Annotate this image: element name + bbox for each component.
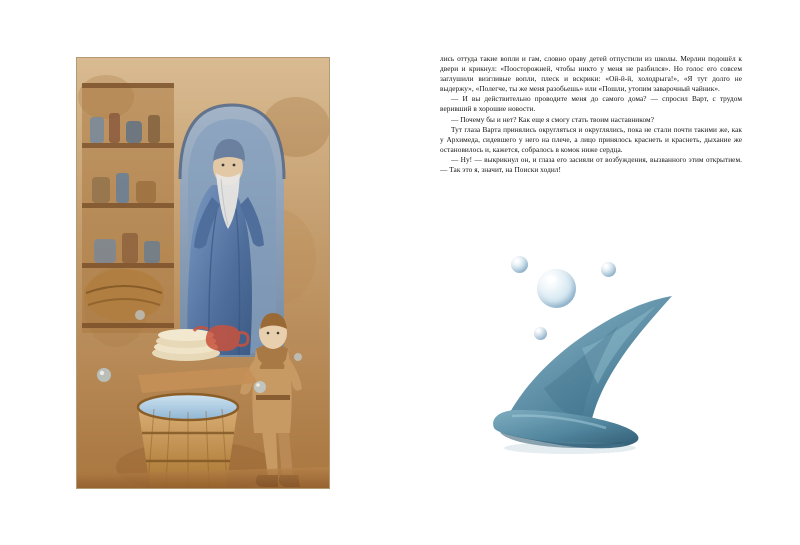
paragraph: лись оттуда такие вопли и гам, словно ораву детей отпустили из школы. Мерлин подошёл к двери и крикнул: «Поосторожней, чтобы никто у меня не разбился». Но голос его совсем заглушили визгливые вопли, плеск и вскрики: «Ой-й-й, холодрыга!», «Я тут долго не выдержу», «Полегче, ты же меня разобьешь» или «Пошли, утопим заварочный чайник». — [440, 54, 742, 94]
illustration-merlin-and-wart — [76, 57, 330, 489]
illustration-artwork — [76, 57, 330, 489]
bubble-small-right — [601, 262, 616, 277]
body-text-column — [440, 54, 742, 175]
paragraph: — И вы действительно проводите меня до самого дома? — спросил Варт, с трудом веривший в хорошие новости. — [440, 94, 742, 114]
paragraph: — Почему бы и нет? Как еще я смогу стать твоим наставником? — [451, 114, 654, 124]
wizard-hat-artwork — [486, 278, 698, 454]
wizard-hat — [486, 278, 698, 454]
shelf-unit — [82, 83, 174, 333]
paragraph: — Ну! — выкрикнул он, и глаза его засияли от возбуждения, вызванного этим открытием. — Так это я, значит, на Поиски ходил! — [440, 154, 742, 175]
bubble-small-top — [511, 256, 528, 273]
paragraph: Тут глаза Варта принялись округляться и округлялись, пока не стали почти такими же, как у Архимеда, сидевшего у него на плече, а лицо принялось краснеть и краснеть, дыхание же остановилось и, кажется, собралось в комок ниже сердца. — [440, 124, 742, 154]
